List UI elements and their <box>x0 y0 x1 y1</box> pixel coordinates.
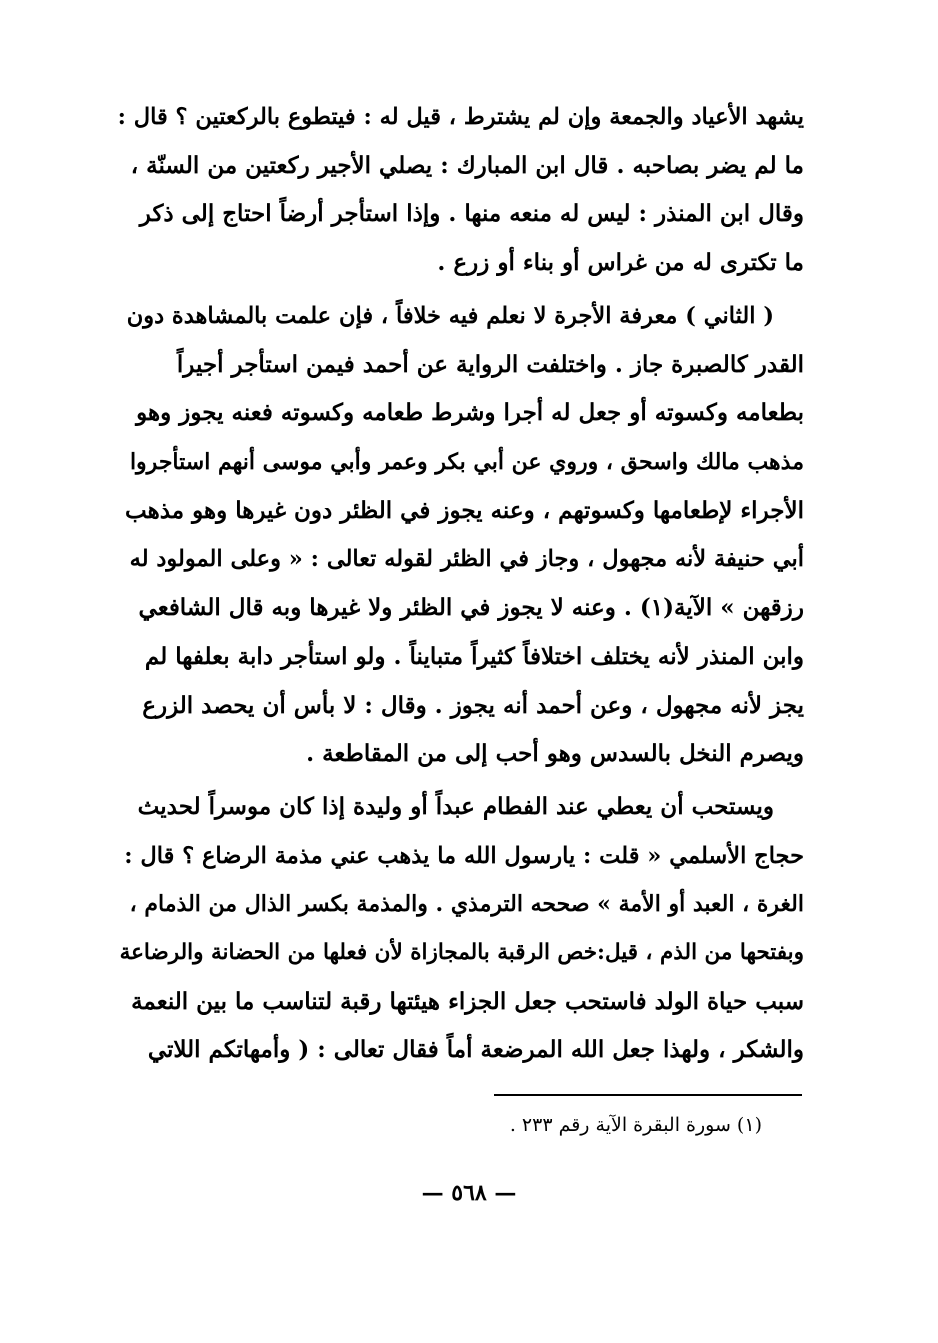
paragraph-3 <box>118 783 804 1075</box>
page-number: — ٥٦٨ — <box>421 1180 517 1206</box>
text-line: يشهد الأعياد والجمعة وإن لم يشترط ، قيل له : فيتطوع بالركعتين ؟ قال : <box>118 104 804 130</box>
text-line: ما لم يضر بصاحبه . قال ابن المبارك : يصلي الأجير ركعتين من السنّة ، <box>130 151 804 179</box>
text-line: حجاج الأسلمي « قلت : يارسول الله ما يذهب عني مذمة الرضاع ؟ قال : <box>124 842 804 869</box>
text-line: الأجراء لإطعامها وكسوتهم ، وعنه يجوز في الظئر دون غيرها وهو مذهب <box>124 496 804 524</box>
paragraph-1 <box>118 93 804 288</box>
text-line: أبي حنيفة لأنه مجهول ، وجاز في الظئر لقوله تعالى : « وعلى المولود له <box>129 546 804 573</box>
text-line: وابن المنذر لأنه يختلف اختلافاً كثيراً متبايناً . ولو استأجر دابة بعلفها لم <box>144 642 804 670</box>
text-line: الغرة ، العبد أو الأمة » صححه الترمذي . والمذمة بكسر الذال من الذمام ، <box>129 891 804 918</box>
paragraph-2 <box>118 292 804 779</box>
footnote-divider <box>494 1094 802 1096</box>
text-line: وبفتحها من الذم ، قيل:خص الرقبة بالمجازاة لأن فعلها من الحضانة والرضاعة <box>119 940 804 966</box>
text-line: ما تكترى له من غراس أو بناء أو زرع . <box>437 249 804 277</box>
text-line: والشكر ، ولهذا جعل الله المرضعة أماً فقال تعالى : ( وأمهاتكم اللاتي <box>147 1036 804 1064</box>
text-line: رزقهن » الآية(١) . وعنه لا يجوز في الظئر ولا غيرها وبه قال الشافعي <box>138 594 804 622</box>
text-line: يجز لأنه مجهول ، وعن أحمد أنه يجوز . وقال : لا بأس أن يحصد الزرع <box>142 691 804 719</box>
text-line: ويصرم النخل بالسدس وهو أحب إلى من المقاطعة . <box>306 740 804 768</box>
text-line: القدر كالصبرة جاز . واختلفت الرواية عن أحمد فيمن استأجر أجيراً <box>176 350 804 378</box>
text-line: بطعامه وكسوته أو جعل له أجرا وشرط طعامه وكسوته فعنه يجوز وهو <box>136 399 804 427</box>
footnote: (١) سورة البقرة الآية رقم ٢٣٣ . <box>509 1114 762 1136</box>
text-line: ويستحب أن يعطي عند الفطام عبداً أو وليدة إذا كان موسراً لحديث <box>137 793 774 820</box>
text-line: مذهب مالك واسحق ، وروي عن أبي بكر وعمر وأبي موسى أنهم استأجروا <box>129 449 804 476</box>
text-line: سبب حياة الولد فاستحب جعل الجزاء هيئتها رقبة لتناسب ما بين النعمة <box>131 987 804 1015</box>
text-line: ( الثاني ) معرفة الأجرة لا نعلم فيه خلافاً ، فإن علمت بالمشاهدة دون <box>126 303 774 329</box>
text-line: وقال ابن المنذر : ليس له منعه منها . وإذا استأجر أرضاً احتاج إلى ذكر <box>139 200 804 228</box>
